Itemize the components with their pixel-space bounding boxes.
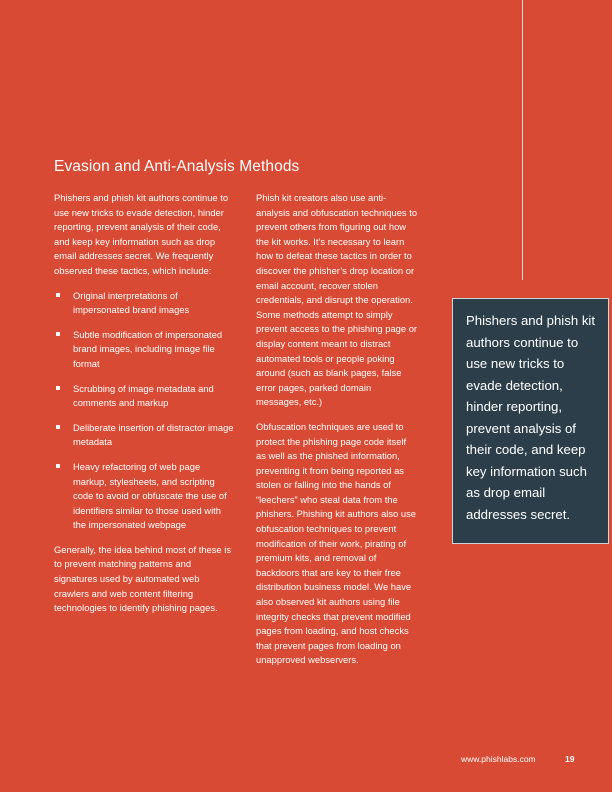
section-heading: Evasion and Anti-Analysis Methods [54,158,300,175]
vertical-divider-line [522,0,523,280]
closing-paragraph: Generally, the idea behind most of these is to prevent matching patterns and signatures used by automated web crawlers and web content filtering technologies to identify phishing pages. [54,543,232,614]
list-item: Original interpretations of impersonated brand images [54,289,234,318]
column-right [256,191,418,678]
bullet-icon [56,332,60,336]
bullet-icon [56,464,60,468]
list-item: Heavy refactoring of web page markup, stylesheets, and scripting code to avoid or obfuscate the use of identifiers similar to those used with the impersonated webpage [54,460,234,533]
list-item: Deliberate insertion of distractor image metadata [54,421,234,450]
footer-url[interactable]: www.phishlabs.com [461,754,536,764]
obfuscation-paragraph: Obfuscation techniques are used to protect the phishing page code itself as well as the phished information, preventing it from being reported as stolen or falling into the hands of “leechers” who steal data from the phishers. Phishing kit authors also use obfuscation techniques to prevent modification of their work, pirating of premium kits, and removal of backdoors that are key to their free distribution business model. We have also observed kit authors using file integrity checks that prevent modified pages from loading, and host checks that prevent pages from loading on unapproved webservers. [256,420,416,666]
intro-paragraph: Phishers and phish kit authors continue to use new tricks to evade detection, hinder reporting, prevent analysis of their code, and keep key information such as drop email addresses secret. We frequently observed these tactics, which include: [54,192,229,276]
column-left [54,191,234,626]
page-number: 19 [565,754,575,764]
anti-analysis-paragraph: Phish kit creators also use anti-analysis and obfuscation techniques to prevent others from figuring out how the kit works. It’s necessary to learn how to defeat these tactics in order to discover the phisher’s drop location or email account, recover stolen credentials, and disrupt the operation. Some methods attempt to simply prevent access to the phishing page or display content meant to distract automated tools or people poking around (such as blank pages, false error pages, parked domain messages, etc.) [256,192,418,408]
bullet-icon [56,386,60,390]
list-item: Scrubbing of image metadata and comments and markup [54,382,234,411]
tactics-list [54,289,234,533]
pull-quote-callout: Phishers and phish kit authors continue to use new tricks to evade detection, hinder reporting, prevent analysis of their code, and keep key information such as drop email addresses secret. [452,298,609,544]
bullet-icon [56,425,60,429]
list-item: Subtle modification of impersonated brand images, including image file format [54,328,234,372]
bullet-icon [56,293,60,297]
